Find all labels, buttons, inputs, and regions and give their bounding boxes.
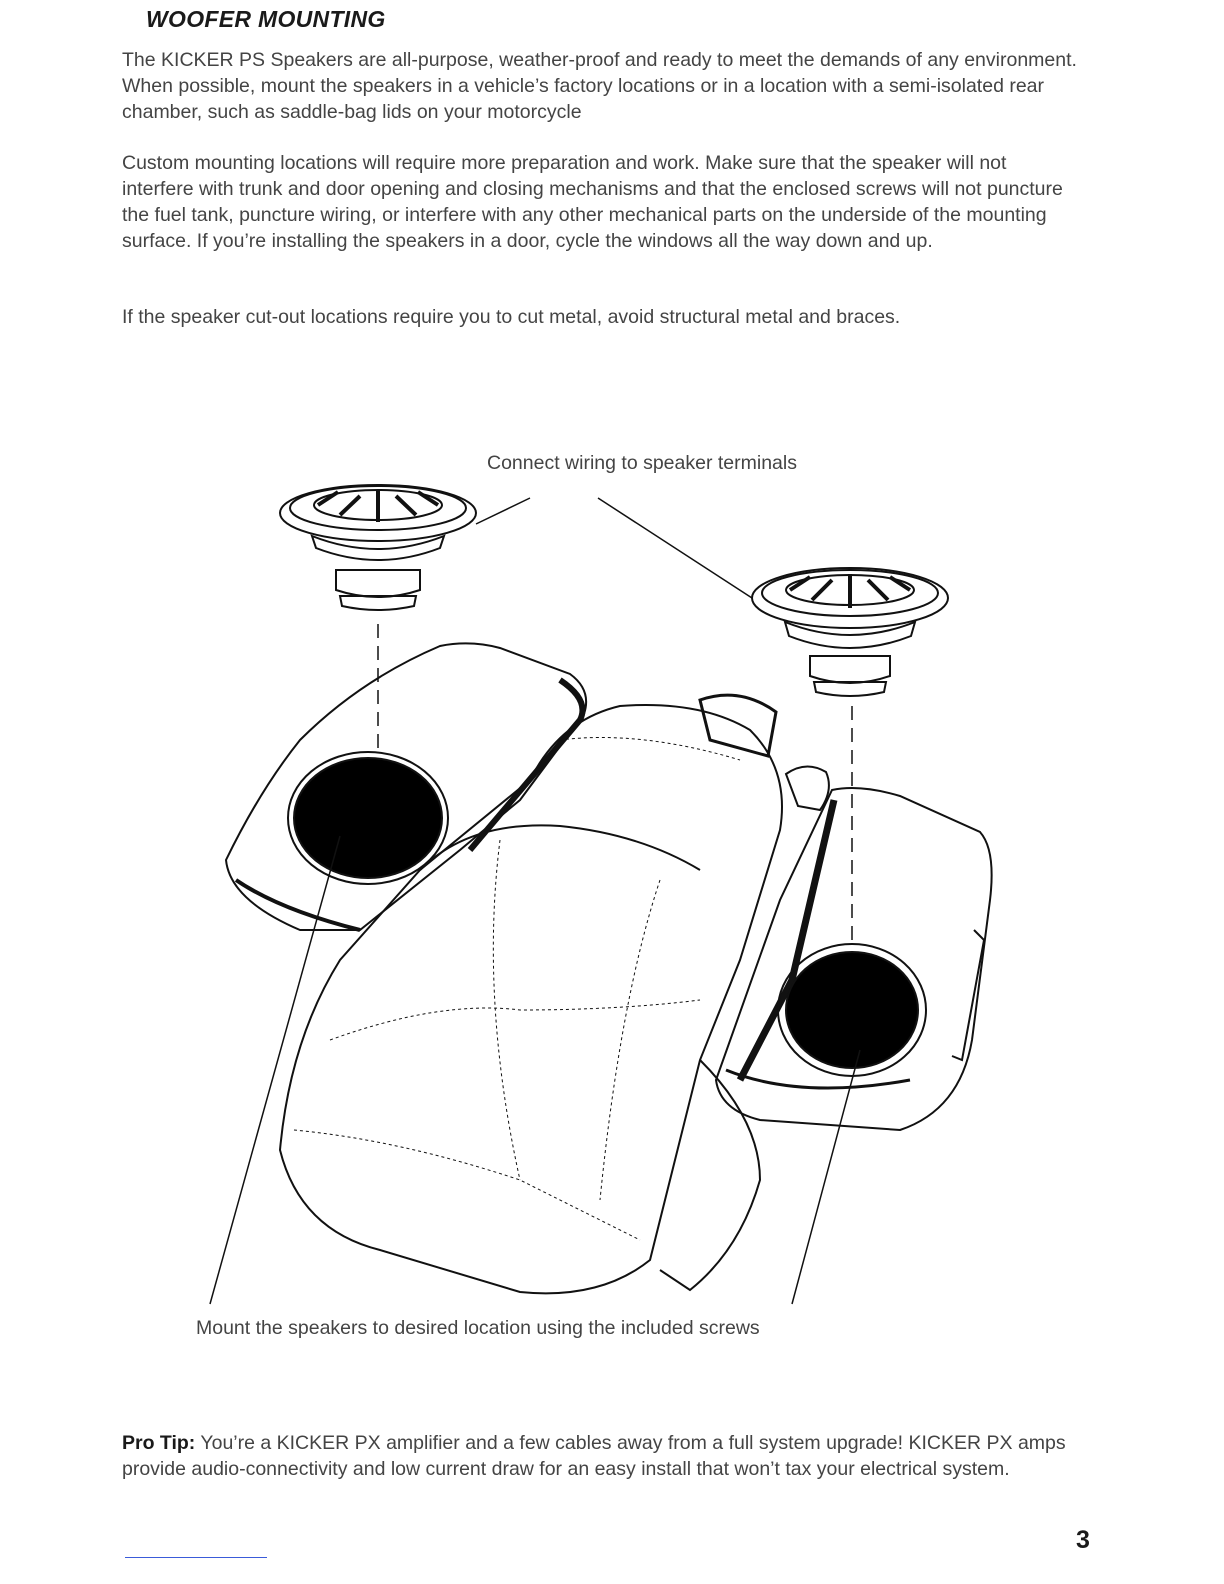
pro-tip-text: You’re a KICKER PX amplifier and a few cables away from a full system upgrade! KICKER PX amps provide audio-connectivity and low current draw for an easy install that won’t tax your electrical system.	[122, 1432, 1066, 1480]
wiring-callout: Connect wiring to speaker terminals	[487, 452, 797, 474]
footer-rule	[125, 1557, 267, 1558]
right-speaker-icon	[752, 568, 948, 696]
page-number: 3	[1076, 1526, 1090, 1554]
mounting-callout: Mount the speakers to desired location using the included screws	[196, 1317, 760, 1339]
right-saddlebag	[716, 788, 992, 1130]
cutout-paragraph: If the speaker cut-out locations require you to cut metal, avoid structural metal and braces.	[122, 306, 901, 328]
page-heading: WOOFER MOUNTING	[146, 6, 386, 32]
pro-tip	[122, 1430, 1082, 1482]
intro-paragraph: The KICKER PS Speakers are all-purpose, weather-proof and ready to meet the demands of any environment. When possible, mount the speakers in a vehicle’s factory locations or in a location with a semi-isolated rear chamber, such as saddle-bag lids on your motorcycle	[122, 49, 1077, 123]
left-speaker-icon	[280, 485, 476, 610]
custom-mounting-paragraph: Custom mounting locations will require more preparation and work. Make sure that the speaker will not interfere with trunk and door opening and closing mechanisms and that the enclosed screws will not puncture the fuel tank, puncture wiring, or interfere with any other mechanical parts on the underside of the mounting surface. If you’re installing the speakers in a door, cycle the windows all the way down and up.	[122, 152, 1063, 252]
pro-tip-label: Pro Tip:	[122, 1432, 196, 1454]
